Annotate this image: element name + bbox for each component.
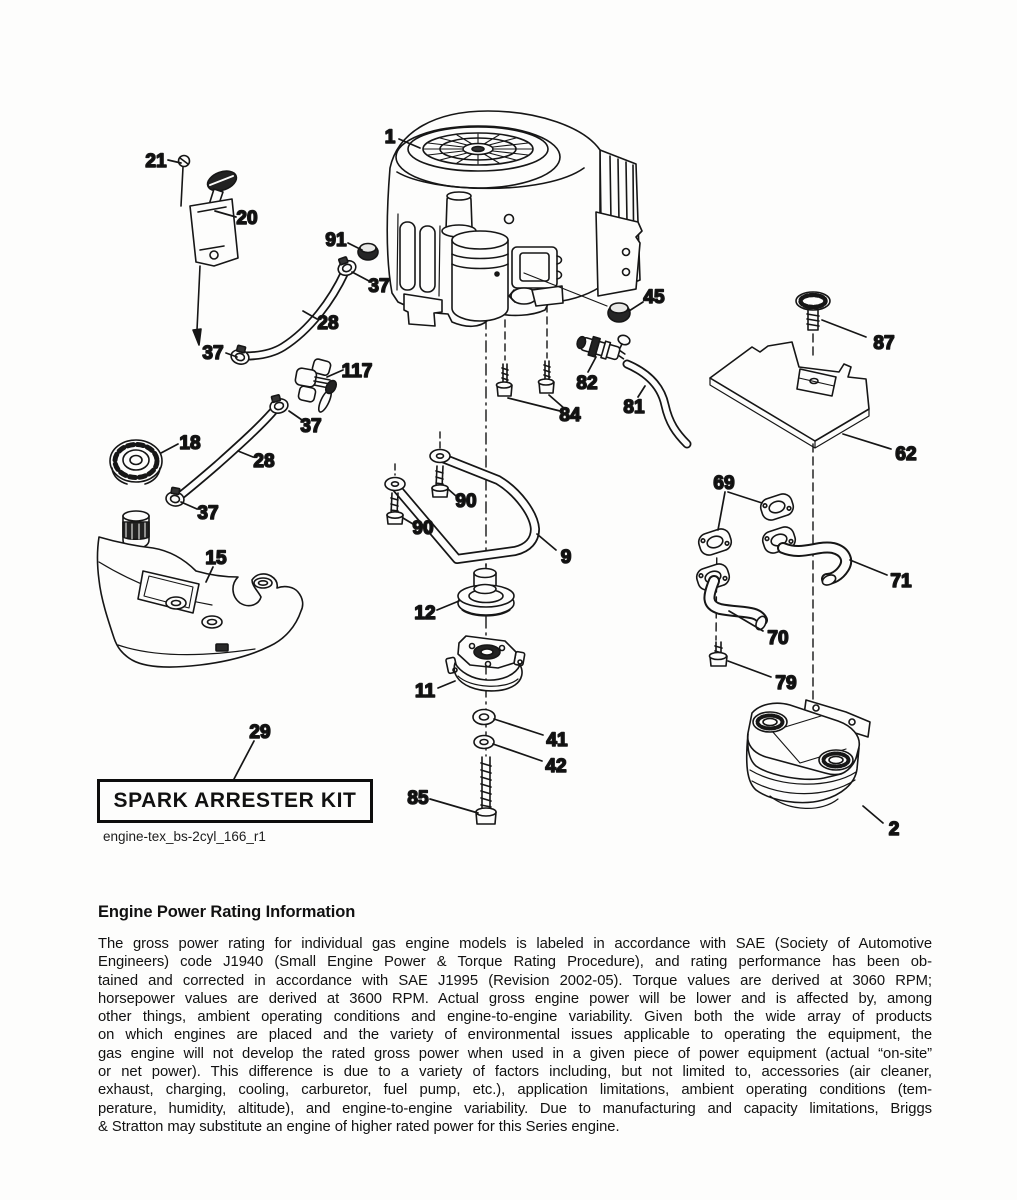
exhaust-pipe-upper	[783, 547, 846, 587]
paragraph-line: tained and corrected in accordance with SAE J1995 (Revision 2002-05). Torque values are derived at 3060 RPM;	[98, 972, 932, 989]
callout-37c: 37	[300, 416, 322, 437]
callout-69: 69	[713, 473, 735, 494]
callout-62: 62	[895, 444, 917, 465]
callout-37d: 37	[197, 503, 219, 524]
callout-2: 2	[888, 819, 900, 840]
throttle-control	[179, 156, 240, 346]
callout-28a: 28	[317, 313, 339, 334]
paragraph-line: on which engines are placed and the variety of environmental issues applicable to operating the equipment, the	[98, 1027, 932, 1044]
callout-85: 85	[407, 788, 429, 809]
callout-12: 12	[414, 603, 436, 624]
callout-29: 29	[249, 722, 271, 743]
shutoff-valve	[295, 358, 339, 413]
callout-79: 79	[775, 673, 797, 694]
paragraph-line: horsepower values are derived at 3600 RPM. Actual gross engine power will be lower and is affected by, among	[98, 990, 932, 1007]
hex-nut-91	[358, 244, 378, 261]
paragraph-line: exhaust, charging, cooling, carburetor, fuel pump, etc.), application limitations, ambient operating conditions (tem-	[98, 1082, 932, 1099]
callout-9: 9	[560, 547, 572, 568]
exhaust-pipe-lower	[709, 581, 768, 631]
callout-71: 71	[890, 571, 912, 592]
paragraph-line: Engineers) code J1940 (Small Engine Power & Torque Rating Procedure), and rating performance has been ob-	[98, 954, 932, 971]
callout-45: 45	[643, 287, 665, 308]
callout-90b: 90	[412, 518, 434, 539]
engine	[384, 111, 642, 326]
callout-82: 82	[576, 373, 598, 394]
callout-11: 11	[414, 681, 436, 702]
clutch	[446, 636, 525, 691]
washer-41	[473, 710, 495, 725]
callout-21: 21	[145, 151, 167, 172]
callout-37a: 37	[368, 276, 390, 297]
knob-bolt-87	[796, 292, 830, 330]
mounting-bolts-84	[497, 361, 555, 396]
callout-81: 81	[623, 397, 645, 418]
washer-42	[474, 736, 494, 749]
paragraph-line: perature, humidity, altitude), and engine-to-engine variability. Due to manufacturing and capacity limitations, Briggs	[98, 1100, 932, 1117]
callout-41: 41	[546, 730, 568, 751]
heat-shield	[710, 342, 869, 448]
power-rating-heading: Engine Power Rating Information	[98, 903, 356, 921]
callout-1: 1	[384, 127, 396, 148]
callout-15: 15	[205, 548, 227, 569]
paragraph-line: & Stratton may substitute an engine of higher rated power for this Series engine.	[98, 1118, 620, 1135]
power-rating-paragraph	[98, 935, 932, 1136]
callout-20: 20	[236, 208, 258, 229]
muffler	[747, 700, 870, 808]
callout-117: 117	[341, 361, 373, 382]
paragraph-line: The gross power rating for individual gas engine models is labeled in accordance with SAE (Society of Automotive	[98, 936, 932, 952]
callout-91: 91	[325, 230, 347, 251]
callout-37b: 37	[202, 343, 224, 364]
bolt-79	[710, 642, 728, 666]
hex-nut-45	[608, 303, 630, 322]
paragraph-line: other things, ambient operating conditions and engine-to-engine variability. Given both the wide array of products	[98, 1009, 932, 1026]
fuel-valve-82	[575, 333, 631, 365]
paragraph-line: gas engine will not develop the rated gross power when used in a given piece of power equipment (actual “on-site”	[98, 1045, 932, 1062]
spark-arrester-kit-box	[97, 779, 373, 823]
clutch-bolt-85	[476, 757, 496, 824]
callout-87: 87	[873, 333, 895, 354]
callout-70: 70	[767, 628, 789, 649]
diagram-filename: engine-tex_bs-2cyl_166_r1	[103, 829, 266, 844]
spark-arrester-kit-label: SPARK ARRESTER KIT	[113, 789, 357, 812]
power-rating-section	[98, 903, 932, 1136]
callout-84: 84	[559, 405, 581, 426]
pulley	[458, 569, 514, 617]
fuel-tank	[98, 511, 303, 667]
callout-18: 18	[179, 433, 201, 454]
fuel-cap	[110, 440, 162, 484]
paragraph-line: or net power). This difference is due to a variety of factors including, but not limited to, accessories (air cleaner,	[98, 1064, 932, 1081]
callout-42: 42	[545, 756, 567, 777]
callout-90a: 90	[455, 491, 477, 512]
callout-28b: 28	[253, 451, 275, 472]
